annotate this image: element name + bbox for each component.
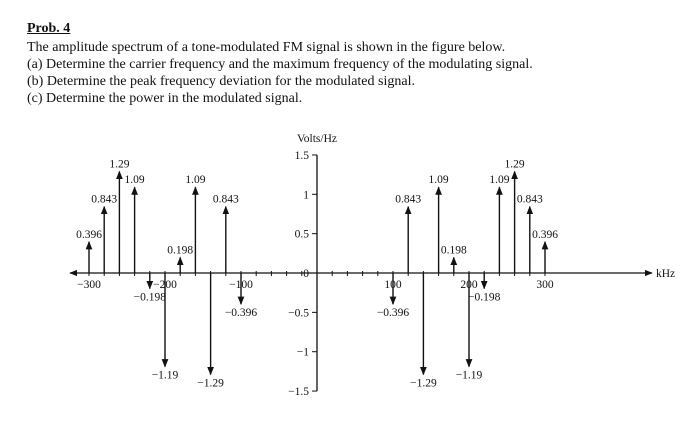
question-a: (a) Determine the carrier frequency and the maximum frequency of the modulating signal.	[27, 57, 533, 72]
y-axis-label: Volts/Hz	[296, 133, 338, 145]
problem-title: Prob. 4	[27, 21, 71, 36]
y-tick-label: 0	[303, 268, 309, 280]
spectral-line-label: −0.396	[224, 307, 258, 320]
spectral-line-label: 0.843	[91, 193, 118, 206]
spectral-line-label: 1.09	[489, 174, 510, 187]
spectral-line-label: −1.19	[151, 369, 179, 382]
spectral-line-label: 1.09	[185, 174, 206, 187]
x-tick-label: −100	[229, 279, 253, 291]
y-tick-label: −1	[296, 346, 309, 359]
y-tick-label: 0.5	[294, 228, 309, 241]
spectral-line-label: −0.198	[468, 291, 501, 304]
spectral-line-label: 0.198	[167, 244, 194, 257]
y-tick-label: 1	[303, 189, 309, 202]
y-tick-label: −1.5	[288, 386, 309, 399]
spectral-line-label: −1.29	[197, 377, 224, 390]
x-tick-label: 100	[384, 279, 402, 291]
question-c: (c) Determine the power in the modulated signal.	[27, 91, 303, 106]
x-tick-label: 200	[460, 279, 478, 291]
y-tick-label: −0.5	[288, 307, 309, 320]
spectral-line-label: 0.198	[440, 244, 467, 257]
question-b: (b) Determine the peak frequency deviation for the modulated signal.	[27, 74, 415, 89]
y-tick-label: 1.5	[294, 149, 309, 162]
x-axis-label: kHz	[656, 268, 676, 280]
x-tick-label: 300	[536, 279, 554, 291]
spectral-line-label: −0.198	[133, 291, 166, 304]
spectral-line-label: 0.843	[212, 193, 239, 206]
spectral-line-label: −0.396	[376, 307, 410, 320]
spectral-line-label: 0.396	[532, 228, 558, 241]
spectral-line-label: −1.29	[410, 377, 437, 390]
spectral-line-label: 0.843	[395, 193, 422, 206]
spectral-line-label: 1.09	[124, 174, 145, 187]
spectral-line-label: 1.29	[109, 158, 130, 171]
spectral-line-label: 1.09	[428, 174, 449, 187]
spectral-line-label: 0.843	[516, 193, 543, 206]
problem-statement: The amplitude spectrum of a tone-modulated FM signal is shown in the figure below.	[27, 40, 506, 55]
spectral-line-label: −1.19	[455, 369, 483, 382]
spectral-line-label: 1.29	[504, 158, 525, 171]
x-tick-label: −300	[77, 279, 101, 291]
spectral-line-label: 0.396	[76, 228, 102, 241]
x-tick-label: −200	[153, 279, 177, 291]
